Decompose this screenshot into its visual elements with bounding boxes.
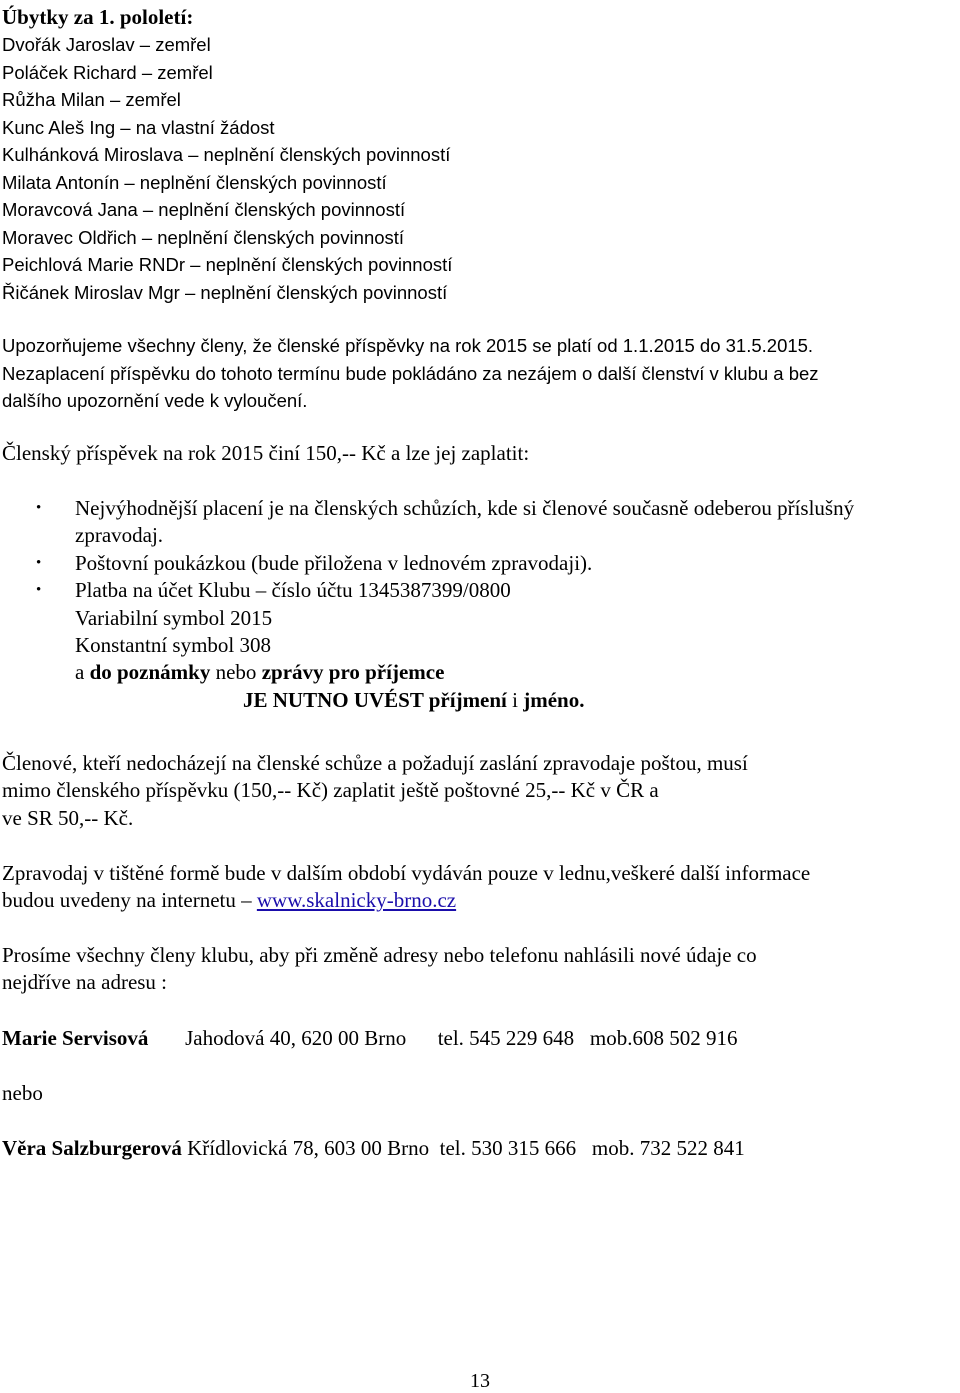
departures-list [2,31,452,306]
list-item: Peichlová Marie RNDr – neplnění členských povinností [2,254,453,275]
payment-note [75,659,960,686]
notice-line: Nezaplacení příspěvku do tohoto termínu bude pokládáno za nezájem o další členství v klubu a bez [2,362,819,384]
paragraph-line: Členové, kteří nedocházejí na členské schůze a požadují zaslání zpravodaje poštou, musí [2,751,748,775]
list-item [0,495,960,550]
paragraph-line [2,887,952,914]
contact-details: Jahodová 40, 620 00 Brno tel. 545 229 648 mob.608 502 916 [148,1026,738,1050]
contact-name: Marie Servisová [2,1026,149,1050]
list-item: Moravcová Jana – neplnění členských povinností [2,199,406,220]
contact-entry [2,1135,745,1162]
payment-requirement [75,687,960,714]
notice-line: Upozorňujeme všechny členy, že členské příspěvky na rok 2015 se platí od 1.1.2015 do 31.5.2015. [2,335,814,356]
payment-option-text: Variabilní symbol 2015 [75,605,273,630]
or-separator: nebo [2,1081,43,1105]
bullet-icon: • [36,554,42,571]
note-bold-text: do poznámky [89,660,211,685]
paragraph-text: budou uvedeny na internetu – [2,888,257,913]
contact-entry [2,1025,738,1052]
list-item: Poláček Richard – zemřel [2,61,213,83]
payment-option-text: Konstantní symbol 308 [75,633,272,658]
list-item: Řičánek Miroslav Mgr – neplnění členských povinností [2,281,448,303]
list-item: Kulhánková Miroslava – neplnění členských povinností [2,144,451,165]
list-item: Moravec Oldřich – neplnění členských povinností [2,226,405,248]
paragraph-line: ve SR 50,-- Kč. [2,805,134,830]
requirement-text: i [506,687,524,712]
payment-options-list [0,495,960,714]
list-item: Dvořák Jaroslav – zemřel [2,34,211,55]
payment-option-text: Nejvýhodnější placení je na členských schůzích, kde si členové současně odeberou příslušný [75,496,855,520]
bullet-icon: • [36,582,42,599]
address-request [2,942,952,997]
payment-option-text: Poštovní poukázkou (bude přiložena v lednovém zpravodaji). [75,550,593,575]
note-text: nebo [210,660,262,685]
note-bold-text: zprávy pro příjemce [261,660,445,685]
paragraph-line: mimo členského příspěvku (150,-- Kč) zaplatit ještě poštovné 25,-- Kč v ČR a [2,778,659,803]
notice-line: dalšího upozornění vede k vyloučení. [2,390,308,411]
newsletter-notice [2,860,952,915]
list-item [0,577,960,714]
page-number: 13 [470,1370,490,1392]
contact-name: Věra Salzburgerová [2,1136,182,1160]
requirement-bold-text: JE NUTNO UVÉST příjmení [243,687,507,712]
contact-details: Křídlovická 78, 603 00 Brno tel. 530 315 666 mob. 732 522 841 [181,1136,745,1160]
note-text: a [75,660,90,685]
website-link[interactable]: www.skalnicky-brno.cz [256,888,457,913]
paragraph-line: Zpravodaj v tištěné formě bude v dalším období vydáván pouze v lednu,veškeré další informace [2,861,811,885]
requirement-bold-text: jméno. [523,687,585,712]
paragraph-line: Prosíme všechny členy klubu, aby při změně adresy nebo telefonu nahlásili nové údaje co [2,943,757,967]
bullet-icon: • [36,500,42,516]
payment-option-text: zpravodaj. [75,523,164,548]
section-heading: Úbytky za 1. pololetí: [2,5,194,29]
list-item: Milata Antonín – neplnění členských povinností [2,171,387,193]
paragraph-line: nejdříve na adresu : [2,970,168,995]
list-item [0,550,960,577]
payment-option-text: Platba na účet Klubu – číslo účtu 1345387399/0800 [75,578,511,603]
fee-statement: Členský příspěvek na rok 2015 činí 150,-- Kč a lze jej zaplatit: [2,441,530,465]
list-item: Růžha Milan – zemřel [2,89,181,110]
list-item: Kunc Aleš Ing – na vlastní žádost [2,116,275,138]
mail-notice [2,750,952,832]
dues-notice [2,332,960,415]
